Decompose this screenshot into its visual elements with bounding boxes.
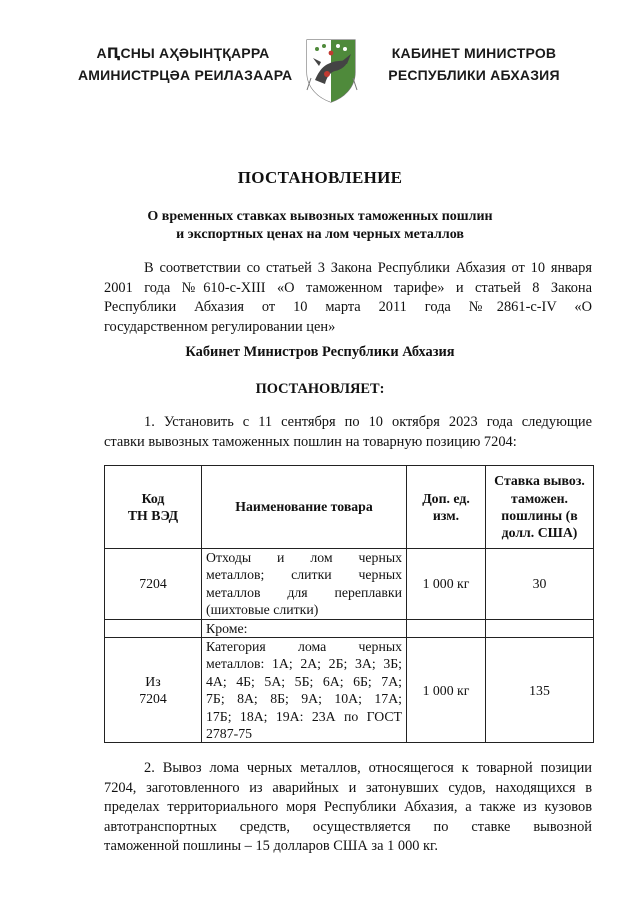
cell-code-line: Из <box>145 673 161 689</box>
cell-name-line: Категория лома черных <box>206 639 402 655</box>
cell-code <box>105 638 202 743</box>
cell-unit: 1 000 кг <box>407 549 486 620</box>
table-row <box>105 619 594 637</box>
header-code <box>105 466 202 549</box>
clause-2-line: 2. Вывоз лома черных металлов, относящегося к товарной позиции <box>144 760 592 776</box>
org-name-russian <box>376 42 572 86</box>
clause-1-line: ставки вывозных таможенных пошлин на товарную позицию 7204: <box>104 433 517 450</box>
header-code-line: ТН ВЭД <box>127 508 179 523</box>
header-rate-line: Ставка вывоз. <box>494 473 585 489</box>
cell-unit <box>407 619 486 637</box>
tariff-table <box>104 465 594 743</box>
clause-2-paragraph <box>104 759 592 857</box>
table-row <box>105 549 594 620</box>
cell-name-line: 7Б; 8А; 8Б; 9А; 10А; 17А; <box>206 691 402 707</box>
cell-code <box>105 549 202 620</box>
document-subject-line: О временных ставках вывозных таможенных пошлин <box>147 209 493 224</box>
preamble-paragraph <box>104 259 592 337</box>
cell-code-line: 7204 <box>139 576 167 592</box>
preamble-line: 2001 года №610-с-XIII «О таможенном тарифе» и статьей 8 Закона <box>104 279 592 296</box>
cell-name-line: 17Б; 18А; 19А: 23А по ГОСТ <box>206 708 402 724</box>
cell-name-line: Отходы и лом черных <box>206 550 402 565</box>
header-unit-line: Доп. ед. <box>422 490 470 506</box>
resolves-heading: ПОСТАНОВЛЯЕТ: <box>255 381 385 397</box>
preamble-line: В соответствии со статьей 3 Закона Республики Абхазия от 10 января <box>144 260 592 276</box>
table-header-row <box>105 466 594 549</box>
org-name-abkhaz <box>78 42 293 86</box>
clause-1-line: 1. Установить с 11 сентября по 10 октября 2023 года следующие <box>144 414 592 430</box>
document-subject <box>80 208 560 244</box>
document-type-heading: ПОСТАНОВЛЕНИЕ <box>237 168 403 187</box>
cell-rate: 135 <box>486 638 594 743</box>
cell-name-line: металлов: 1А; 2А; 2Б; 3А; 3Б; <box>206 656 402 672</box>
header-code-line: Код <box>141 490 165 506</box>
cell-code <box>105 619 202 637</box>
cell-name-line: 4А; 4Б; 5А; 5Б; 6А; 6Б; 7А; <box>206 673 402 689</box>
cell-name-line: металлов для переплавки <box>206 584 402 600</box>
header-unit <box>407 466 486 549</box>
preamble-line: государственном регулировании цен» <box>104 318 336 335</box>
clause-2-line: пределах территориального моря Республики Абхазия, а также из кузовов <box>104 799 592 816</box>
clause-1-paragraph <box>104 413 592 452</box>
header-rate-line: пошлины (в <box>501 508 578 523</box>
cell-name <box>202 638 407 743</box>
clause-2-line: 7204, заготовленного из аварийных и затонувших судов, находящихся в <box>104 779 592 796</box>
header-rate <box>486 466 594 549</box>
clause-2-line: таможенной пошлины – 15 долларов США за 1 000 кг. <box>104 838 438 855</box>
cell-unit: 1 000 кг <box>407 638 486 743</box>
clause-2-line: автотранспортных средств, осуществляется по ставке вывозной <box>104 818 592 835</box>
org-name-abkhaz-line: АԤСНЫ АҲӘЫНҬҚАРРА <box>96 45 270 61</box>
cell-name-line: Кроме: <box>206 620 248 636</box>
header-unit-line: изм. <box>432 508 460 523</box>
cell-rate <box>486 619 594 637</box>
cell-code-line: 7204 <box>139 691 167 707</box>
coat-of-arms-icon <box>301 36 361 104</box>
org-name-russian-line: РЕСПУБЛИКИ АБХАЗИЯ <box>388 67 560 83</box>
cell-name <box>202 619 407 637</box>
preamble-line: Республики Абхазия от 10 марта 2011 года №2861-с-IV «О <box>104 299 592 316</box>
header-rate-line: таможен. <box>511 490 568 506</box>
cell-name <box>202 549 407 620</box>
cell-name-line: металлов; слитки черных <box>206 567 402 583</box>
cell-rate: 30 <box>486 549 594 620</box>
cell-name-line: (шихтовые слитки) <box>206 602 319 618</box>
issuer-heading: Кабинет Министров Республики Абхазия <box>185 344 455 360</box>
header-rate-line: долл. США) <box>501 525 578 541</box>
document-subject-line: и экспортных ценах на лом черных металлов <box>176 227 464 242</box>
cell-name-line: 2787-75 <box>206 726 252 742</box>
org-name-abkhaz-line: АМИНИСТРЦӘА РЕИЛАЗААРА <box>78 67 293 83</box>
table-row <box>105 638 594 743</box>
header-name: Наименование товара <box>202 466 407 549</box>
org-name-russian-line: КАБИНЕТ МИНИСТРОВ <box>391 45 557 61</box>
